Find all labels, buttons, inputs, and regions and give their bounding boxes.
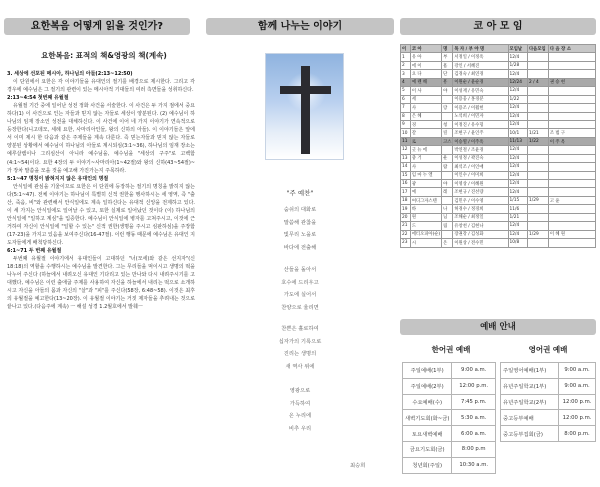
table-cell-no: 11 <box>401 137 411 145</box>
table-cell-next <box>528 222 549 230</box>
section-heading: 2:13~4:54 첫번째 유월절 <box>7 95 69 102</box>
table-row <box>401 120 596 128</box>
table-cell-date: 12/4 <box>508 112 527 120</box>
table-cell-no: 14 <box>401 163 411 171</box>
poem-line: 영광으로 <box>289 388 311 394</box>
poem-stanza <box>200 385 400 435</box>
table-cell-next <box>528 61 549 69</box>
table-cell-code: 고스 <box>442 137 453 145</box>
korean-services-table <box>402 362 496 474</box>
english-heading: 영어권 예배 <box>528 345 568 354</box>
service-row <box>501 426 596 442</box>
worship-title: 예배 안내 <box>400 319 596 335</box>
table-cell-next <box>528 95 549 103</box>
table-cell-code: 야 <box>442 180 453 188</box>
poem-stanza <box>200 264 400 314</box>
table-cell-place <box>548 171 595 179</box>
table-cell-date: 1/15 <box>508 196 527 204</box>
table-cell-no: 19 <box>401 205 411 213</box>
english-services-table <box>500 362 596 442</box>
table-cell-place <box>548 95 595 103</box>
table-cell-name: 예 렌 해 <box>410 78 441 86</box>
table-cell-date: 1/28 <box>508 61 527 69</box>
column-header: 목 자 / 부 야 명 <box>453 45 508 53</box>
table-cell-leader: 허경수 / 정경희 <box>453 205 508 213</box>
table-cell-code <box>442 230 453 238</box>
poem-line: 진리는 생명의 <box>283 351 317 357</box>
table-cell-no: 21 <box>401 222 411 230</box>
table-row <box>401 53 596 61</box>
table-cell-next <box>528 180 549 188</box>
service-row <box>403 394 496 410</box>
column-header: 다 음 장 소 <box>548 45 595 53</box>
column-header: 다음모임 <box>528 45 549 53</box>
table-cell-code <box>442 112 453 120</box>
table-cell-place <box>548 222 595 230</box>
table-cell-place <box>548 61 595 69</box>
table-cell-leader: 조현규 / 진선량 <box>453 188 508 196</box>
table-cell-place <box>548 154 595 162</box>
table-cell-leader: 이승열 / 이주옥 <box>453 137 508 145</box>
table-cell-code <box>442 196 453 204</box>
table-row <box>401 171 596 179</box>
table-cell-date: 10/8 <box>508 239 527 247</box>
table-cell-no: 20 <box>401 213 411 221</box>
service-name: 주일예배(2부) <box>403 378 452 394</box>
table-cell-code: 람 <box>442 163 453 171</box>
table-cell-leader: 이용조 / 이월헌 <box>453 104 508 112</box>
table-cell-place <box>548 146 595 154</box>
table-row <box>401 70 596 78</box>
table-cell-code: 나 <box>442 205 453 213</box>
table-cell-next <box>528 205 549 213</box>
table-cell-date: 12/4 <box>508 163 527 171</box>
table-row <box>401 112 596 120</box>
table-row <box>401 95 596 103</box>
poem-line: 빛무리 노을로 <box>283 232 317 238</box>
table-cell-code: 랑 <box>442 104 453 112</box>
table-cell-code: 단 <box>442 70 453 78</box>
table-cell-name: 요 다 <box>410 70 441 78</box>
middle-header: 함께 나누는 이야기 <box>206 18 394 35</box>
poem-line: 비추 우리 <box>288 425 312 432</box>
table-cell-place: 고 윤 <box>548 196 595 204</box>
table-cell-code: 레 <box>442 188 453 196</box>
table-cell-place <box>548 70 595 78</box>
table-cell-place <box>548 239 595 247</box>
poem-title: "주 예찬" <box>286 189 314 197</box>
table-cell-name: 예 <box>410 188 441 196</box>
table-row <box>401 230 596 238</box>
left-column <box>0 0 200 487</box>
table-cell-place <box>548 163 595 171</box>
service-name: 중고등부집회(금) <box>501 426 559 442</box>
poem-stanza <box>200 323 400 373</box>
table-row <box>401 137 596 145</box>
column-header: 명 <box>442 45 453 53</box>
service-time: 12:00 p.m. <box>559 394 596 410</box>
service-name: 유년주일학교(2부) <box>501 394 559 410</box>
column-header: 모임날 <box>508 45 527 53</box>
table-cell-date: 12/4 <box>508 146 527 154</box>
table-cell-leader: 노석희 / 이민자 <box>453 112 508 120</box>
table-cell-code <box>442 171 453 179</box>
poem-line: 새 역사 위에 <box>285 363 315 370</box>
table-cell-no: 13 <box>401 154 411 162</box>
table-cell-leader: 이성정 / 곽진숙 <box>453 154 508 162</box>
service-row <box>403 378 496 394</box>
table-cell-place <box>548 188 595 196</box>
table-row <box>401 87 596 95</box>
right-header: 코 아 모 임 <box>400 18 596 35</box>
right-column <box>400 0 600 487</box>
table-cell-no: 16 <box>401 180 411 188</box>
table-cell-next <box>528 70 549 78</box>
table-cell-name: 에티오피아(순) <box>410 230 441 238</box>
table-cell-next <box>528 213 549 221</box>
table-cell-no: 22 <box>401 230 411 238</box>
service-name: 새벽기도회(화~금) <box>403 410 452 426</box>
table-cell-leader: 조현구 / 윤인주 <box>453 129 508 137</box>
table-cell-no: 1 <box>401 53 411 61</box>
paragraph: 이 단원에서 요한은 각 이야기들을 유대인의 절기를 배경으로 제시한다. 그리고 각 경우에 예수님은 그 절기의 관련이 있는 메시아적 기대들의 여러 측면들을 성취하신다. <box>7 79 195 94</box>
table-cell-date: 12/4 <box>508 120 527 128</box>
poem-line: 온 누리에 <box>288 413 312 419</box>
service-time: 8:00 p.m <box>452 441 496 457</box>
table-row <box>401 61 596 69</box>
table-cell-date: 12/4 <box>508 87 527 95</box>
table-cell-no: 7 <box>401 104 411 112</box>
poem-line: 가도에 실어서 <box>283 292 317 298</box>
table-cell-next <box>528 120 549 128</box>
table-cell-date: 12/24 <box>508 78 527 86</box>
table-row <box>401 222 596 230</box>
table-cell-name: 에 이 <box>410 61 441 69</box>
table-cell-name: 시 <box>410 239 441 247</box>
table-cell-code: 림 <box>442 222 453 230</box>
table-cell-code: 운 <box>442 154 453 162</box>
table-cell-code: 님 <box>442 213 453 221</box>
table-cell-code: 릴 <box>442 129 453 137</box>
poem-line: 가득하여 <box>289 400 311 407</box>
service-row <box>501 378 596 394</box>
table-cell-date: 10/1 <box>508 129 527 137</box>
table-cell-leader: 박연철 / 조윤경 <box>453 146 508 154</box>
table-cell-no: 9 <box>401 120 411 128</box>
table-cell-name: 임 마 누 엘 <box>410 171 441 179</box>
table-cell-code: 부 <box>442 53 453 61</box>
table-cell-leader: 이용웅 / 홍경분 <box>453 95 508 103</box>
service-time: 8:00 p.m. <box>559 426 596 442</box>
table-cell-no: 6 <box>401 95 411 103</box>
service-row <box>403 410 496 426</box>
table-cell-next <box>528 163 549 171</box>
service-name: 유년주일학교(1부) <box>501 378 559 394</box>
table-cell-code: 온 <box>442 239 453 247</box>
table-row <box>401 146 596 154</box>
service-time: 6:00 a.m. <box>452 426 496 442</box>
left-header: 요한복음 어떻게 읽을 것인가? <box>4 18 190 35</box>
table-cell-date: 1/21 <box>508 213 527 221</box>
table-cell-next: 1/22 <box>528 137 549 145</box>
table-cell-leader: 이원순 / 윤순경 <box>453 78 508 86</box>
table-cell-no: 12 <box>401 146 411 154</box>
table-cell-leader: 강인 / 서혜진 <box>453 61 508 69</box>
service-time: 9:00 a.m. <box>559 378 596 394</box>
table-cell-name: 세 <box>410 95 441 103</box>
table-cell-name: 경 <box>410 120 441 128</box>
table-row <box>401 129 596 137</box>
service-time: 12:00 p.m. <box>559 410 596 426</box>
service-row <box>501 410 596 426</box>
table-cell-name: 이 사 <box>410 87 441 95</box>
table-cell-name: 갈 <box>410 129 441 137</box>
table-cell-place <box>548 205 595 213</box>
table-row <box>401 213 596 221</box>
table-cell-no: 5 <box>401 87 411 95</box>
table-cell-leader: 이영상 / 이혜원 <box>453 180 508 188</box>
table-cell-leader: 이인수 / 이미희 <box>453 171 508 179</box>
table-cell-place: 권 승 현 <box>548 78 595 86</box>
table-cell-next <box>528 239 549 247</box>
table-cell-date: 12/4 <box>508 230 527 238</box>
table-cell-date: 12/4 <box>508 222 527 230</box>
poem-stanza <box>200 204 400 254</box>
poem-author: 최승희 <box>350 463 366 469</box>
table-row <box>401 163 596 171</box>
table-cell-code <box>442 95 453 103</box>
table-cell-leader: 서정일 / 이정옥 <box>453 53 508 61</box>
service-name: 청년회(주일) <box>403 457 452 473</box>
paragraph: 유월절 기간 중에 일어난 성전 정화 사건을 서술한다. 이 사건은 두 가지 점에서 중요하다(1) 이 사건으로 인는 자들과 믿지 않는 자들로 세상이 양분된다. (2) 예수님이 하나님의 임재 장소인 성전을 대체하신다. 이 사건에 이어 네 가지 이야기가 연속적으로 등장한다(니고데모, 세례 요한, 사마리아인들, 왕의 신하의 아들). 이 이야기들은 앞에서 이미 제시 한 다음과 같은 주제들을 계속 다룬다. 즉 믿는자들과 믿지 않는 자들로 양분된 상황에서 예수님이 하나님의 아들로 계시되심(3:1~36), 하나님의 임재 장소는 예루살렘이나 그리심산이 아니라 예수님을, 예수님을 "세상의 구주"로 고백함(4:1~54)이다. 요한 4장의 두 이야기~사마리아(1~42절)와 왕의 신하(43~54절)~가 장차 말씀을 모을 것을 예고해 가진가는지 주목하라. <box>7 103 195 174</box>
table-cell-no: 23 <box>401 239 411 247</box>
service-time: 12:00 p.m. <box>452 378 496 394</box>
section-heading: 5:1~47 명칭이 밝혀지지 않은 유대인의 명절 <box>7 175 109 182</box>
column-header: 이 <box>401 45 411 53</box>
table-cell-place: 이 주 옥 <box>548 137 595 145</box>
table-cell-next <box>528 154 549 162</box>
table-cell-place <box>548 180 595 188</box>
table-row <box>401 188 596 196</box>
table-cell-place: 이 혜 원 <box>548 230 595 238</box>
table-cell-date: 12/4 <box>508 180 527 188</box>
table-cell-date: 12/4 <box>508 70 527 78</box>
table-cell-name: 유 아 <box>410 53 441 61</box>
table-cell-next <box>528 171 549 179</box>
table-cell-next <box>528 87 549 95</box>
table-cell-no: 17 <box>401 188 411 196</box>
section-heading: 3. 세상에 선포된 메시아, 하나님의 아들(2:13~12:50) <box>7 71 133 77</box>
table-row <box>401 78 596 86</box>
table-cell-leader: 이정진 / 유수형 <box>453 120 508 128</box>
table-cell-name: 사 <box>410 104 441 112</box>
table-cell-leader: 김민우 / 이수영 <box>453 196 508 204</box>
table-row <box>401 205 596 213</box>
paragraph: 안식일에 관심을 기울이므로 요한은 이 단원에 등장하는 절기의 명칭을 밝히지 않는다(5:1~47). 전체 이야기는 하나님이 특별히 신적 권한을 행사하시는 세 영역, 즉 "출산, 죽음, 비"와 관련해서 안식일에도 계속 일하신다는 유대적 신앙을 전제하고 있다. 이 세 가지는 안식일에도 일어날 수 있고, 또한 실제로 일어났던 것이다 (이) 하나님의 안식일에 "일하고 계심"을 입증한다. 예수님이 안식일에 병자를 고쳐주시고, 이것에 근거하여 자신이 안식일에 "일할 수 있는" 신적 권한(생명을 주시고 심판하심)을 주장함(17-23)을 가지고 있음을 보여주신다(16-47절). 이런 행동 때문에 예수님은 유대인 지도자들에게 배척당하신다. <box>7 183 195 246</box>
table-cell-place <box>548 104 595 112</box>
table-cell-no: 3 <box>401 70 411 78</box>
table-cell-name: 사 <box>410 163 441 171</box>
service-time: 7:45 p.m. <box>452 394 496 410</box>
table-row <box>401 154 596 162</box>
table-cell-code: 흠 <box>442 61 453 69</box>
paragraph: 두번째 유월절 이야기에서 유대인들이 고대하던 "너(모세)와 같은 선지자"(신 18:18)의 역할을 수행하시는 예수님을 발견한다. 그는 무리들을 먹이시고 생명의 떡을 나누어 주신다 (하늘에서 내려오신 유대인 기다리고 있는 만나와 다시 내려주시기를 고대했다, 예수님은 이런 출애굽 주제를 사용하여 자신을 하늘에서 내리는 떡으로 소개하시고 자신을 아들의 몸과 자신의 "살"과 "피"를 주신다(58장, 6:48~58). 이것은 최후의 유월절을 예고한다(13~20장). 이 유월절 이야기는 거짓 제자들을 추려내는 것으로 끝나고 있다.(다음주에 계속) ㅡ 해설 성경 1.2월호에서 발췌ㅡ <box>7 256 195 311</box>
service-row <box>403 426 496 442</box>
table-cell-name: 충 거 <box>410 154 441 162</box>
table-cell-date: 12/4 <box>508 171 527 179</box>
members-table <box>400 44 596 248</box>
service-row <box>403 457 496 473</box>
poem-line: 말씀해 관찮을 <box>283 219 317 226</box>
service-row <box>501 394 596 410</box>
service-name: 주일예배(1부) <box>403 363 452 379</box>
middle-column <box>200 0 400 487</box>
table-cell-next <box>528 146 549 154</box>
table-cell-next <box>528 112 549 120</box>
service-row <box>403 363 496 379</box>
service-time: 9:00 a.m. <box>452 363 496 379</box>
poem-line: 바다에 전출해 <box>283 244 317 251</box>
table-cell-name: 바 <box>410 205 441 213</box>
table-cell-no: 10 <box>401 129 411 137</box>
service-name: 중고등부예배 <box>501 410 559 426</box>
article-body <box>7 70 195 311</box>
table-cell-name: 굿 뉴 에 <box>410 146 441 154</box>
table-cell-next: 1/29 <box>528 230 549 238</box>
table-cell-next <box>528 104 549 112</box>
table-cell-code <box>442 146 453 154</box>
service-time: 9:00 a.m. <box>559 363 596 379</box>
table-cell-date: 12/4 <box>508 188 527 196</box>
service-time: 5:30 a.m. <box>452 410 496 426</box>
table-cell-next: 1/21 <box>528 129 549 137</box>
table-cell-next: 1/29 <box>528 196 549 204</box>
table-cell-date: 12/4 <box>508 104 527 112</box>
service-row <box>403 441 496 457</box>
service-name: 수요예배(수) <box>403 394 452 410</box>
table-cell-leader: 이원상 / 전수민 <box>453 239 508 247</box>
table-cell-next <box>528 188 549 196</box>
table-cell-place <box>548 53 595 61</box>
table-cell-place <box>548 120 595 128</box>
table-cell-no: 4 <box>401 78 411 86</box>
service-name: 주일영어예배(1부) <box>501 363 559 379</box>
poem-line: 산들을 돌아서 <box>283 267 317 273</box>
table-cell-place <box>548 213 595 221</box>
table-cell-name: 로 <box>410 137 441 145</box>
table-cell-date: 12/4 <box>508 53 527 61</box>
table-cell-date: 1/22 <box>508 95 527 103</box>
table-cell-next: 2 / 4 <box>528 78 549 86</box>
table-cell-leader: 최석조 / 이인애 <box>453 163 508 171</box>
table-cell-date: 11/6 <box>508 205 527 213</box>
table-cell-leader: 장권강 / 김성화 <box>453 230 508 238</box>
cross-icon <box>265 53 344 160</box>
poem-line: 호수에 드리우고 <box>281 279 319 286</box>
table-cell-leader: 김경숙 / 최연경 <box>453 70 508 78</box>
poem-line: 찬쁜은 흘로하여 <box>281 326 319 332</box>
table-cell-name: 광 <box>410 180 441 188</box>
left-subtitle: 요한복음: 표적의 책&영광의 책(계속) <box>41 51 167 60</box>
table-row <box>401 239 596 247</box>
table-cell-no: 8 <box>401 112 411 120</box>
service-name: 금요기도회(금) <box>403 441 452 457</box>
table-cell-no: 2 <box>401 61 411 69</box>
column-header: 코 아 <box>410 45 441 53</box>
table-cell-name: 은 혜 <box>410 112 441 120</box>
table-cell-leader: 조해순 / 최정일 <box>453 213 508 221</box>
table-cell-leader: 이성재 / 유민숙 <box>453 87 508 95</box>
service-row <box>501 363 596 379</box>
table-cell-leader: 유창천 / 김현나 <box>453 222 508 230</box>
service-time: 10:30 a.m. <box>452 457 496 473</box>
poem-line: 찬양으로 울리면 <box>281 304 319 311</box>
table-row <box>401 104 596 112</box>
table-cell-name: 여디그자스텐 <box>410 196 441 204</box>
table-cell-name: 드 <box>410 222 441 230</box>
table-cell-code: 청 <box>442 120 453 128</box>
table-cell-place <box>548 112 595 120</box>
korean-heading: 한어권 예배 <box>431 345 471 354</box>
table-cell-place: 조 범 구 <box>548 129 595 137</box>
poem-line: 십자가의 기록으로 <box>278 338 322 345</box>
table-cell-date: 12/4 <box>508 154 527 162</box>
table-cell-next <box>528 53 549 61</box>
table-cell-code: 흥 <box>442 78 453 86</box>
poem-line: 숨쉬의 대화로 <box>283 207 317 213</box>
table-cell-no: 18 <box>401 196 411 204</box>
table-cell-code: 야 <box>442 87 453 95</box>
service-name: 토요새벽예배 <box>403 426 452 442</box>
table-cell-name: 원 <box>410 213 441 221</box>
table-cell-no: 15 <box>401 171 411 179</box>
section-heading: 6:1~71 두 번째 유월절 <box>7 248 62 255</box>
table-row <box>401 180 596 188</box>
table-cell-date: 11/13 <box>508 137 527 145</box>
table-cell-place <box>548 87 595 95</box>
table-row <box>401 196 596 204</box>
